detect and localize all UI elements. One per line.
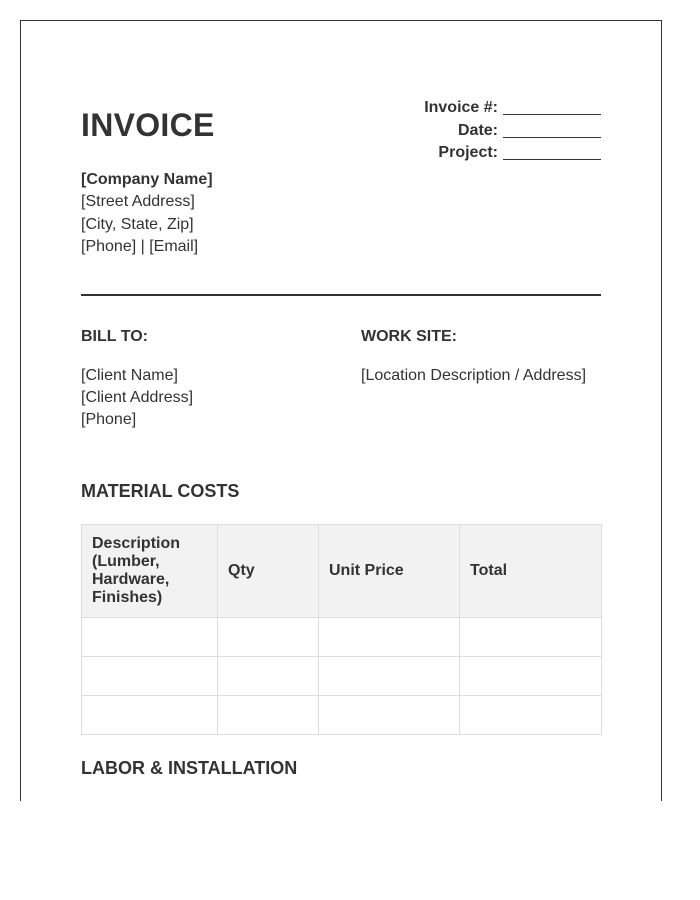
company-contact: [Phone] | [Email]: [81, 237, 199, 255]
labor-installation-heading: LABOR & INSTALLATION: [81, 758, 298, 778]
bill-to-block: [81, 365, 193, 431]
table-row: [82, 618, 602, 657]
client-phone: [Phone]: [81, 411, 137, 428]
table-row: [82, 696, 602, 735]
column-header-description: Description (Lumber, Hardware, Finishes): [82, 525, 218, 618]
invoice-project-row: [341, 142, 601, 165]
invoice-date-label: Date:: [457, 121, 498, 139]
company-block: [81, 169, 213, 258]
invoice-number-label: Invoice #:: [424, 99, 498, 116]
table-cell[interactable]: [218, 618, 319, 657]
column-header-total: Total: [460, 525, 602, 618]
table-cell[interactable]: [82, 696, 218, 735]
table-cell[interactable]: [218, 657, 319, 696]
company-city: [City, State, Zip]: [81, 215, 194, 233]
client-name: [Client Name]: [81, 367, 178, 384]
table-cell[interactable]: [460, 696, 602, 735]
company-street: [Street Address]: [81, 193, 195, 211]
invoice-number-blank[interactable]: [503, 100, 601, 115]
table-cell[interactable]: [218, 696, 319, 735]
table-cell[interactable]: [82, 618, 218, 657]
table-header-row: [82, 525, 602, 618]
invoice-page: [20, 20, 662, 801]
table-row: [82, 657, 602, 696]
invoice-project-blank[interactable]: [503, 145, 601, 160]
invoice-date-row: [341, 120, 601, 143]
invoice-title: INVOICE: [81, 107, 215, 143]
work-site-block: [361, 365, 586, 387]
invoice-date-blank[interactable]: [503, 123, 601, 138]
client-address: [Client Address]: [81, 389, 194, 406]
material-costs-heading: MATERIAL COSTS: [81, 481, 240, 501]
table-cell[interactable]: [319, 696, 460, 735]
invoice-number-row: [341, 97, 601, 120]
table-cell[interactable]: [460, 618, 602, 657]
table-cell[interactable]: [319, 618, 460, 657]
work-site-heading: WORK SITE:: [361, 328, 457, 345]
invoice-meta: [341, 97, 601, 165]
bill-to-heading: BILL TO:: [81, 328, 148, 345]
table-cell[interactable]: [460, 657, 602, 696]
invoice-project-label: Project:: [438, 144, 498, 161]
material-costs-table: [81, 524, 602, 735]
column-header-qty: Qty: [218, 525, 319, 618]
company-name: [Company Name]: [81, 171, 213, 188]
work-site-location: [Location Description / Address]: [361, 367, 587, 384]
column-header-unit-price: Unit Price: [319, 525, 460, 618]
header-divider: [81, 294, 601, 296]
table-cell[interactable]: [319, 657, 460, 696]
table-cell[interactable]: [82, 657, 218, 696]
